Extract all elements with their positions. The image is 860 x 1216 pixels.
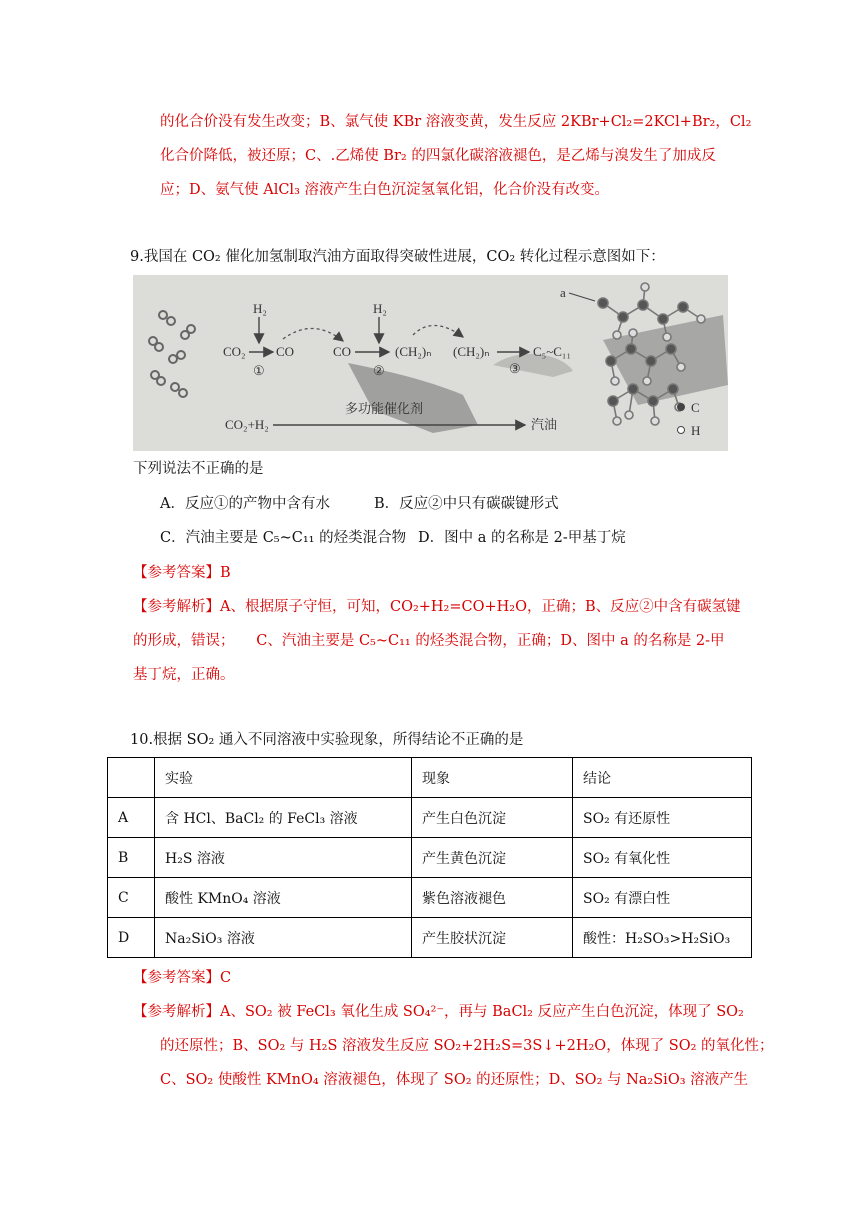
table-cell: 产生白色沉淀 <box>412 798 573 838</box>
gasoline-label: 汽油 <box>531 417 558 432</box>
table-cell: 酸性 KMnO₄ 溶液 <box>155 878 412 918</box>
q10-table <box>107 757 752 958</box>
step-2-label: ② <box>373 363 385 378</box>
table-cell: SO₂ 有漂白性 <box>573 878 752 918</box>
table-cell: SO₂ 有氧化性 <box>573 838 752 878</box>
catalyst-label: 多功能催化剂 <box>345 401 424 416</box>
q9-analysis-line-3: 基丁烷，正确。 <box>133 667 235 683</box>
table-cell: D <box>108 918 155 958</box>
q9-option-c: C．汽油主要是 C₅~C₁₁ 的烃类混合物 <box>160 530 407 546</box>
legend-h-label: H <box>691 423 701 438</box>
intro-analysis-line-2: 化合价降低，被还原；C、.乙烯使 Br₂ 的四氯化碳溶液褪色，是乙烯与溴发生了加成反 <box>160 148 716 164</box>
table-header-cell <box>108 758 155 798</box>
q10-analysis-line-1: 【参考解析】A、SO₂ 被 FeCl₃ 氧化生成 SO₄²⁻，再与 BaCl₂ 反应产生白色沉淀，体现了 SO₂ <box>133 1004 744 1020</box>
table-cell: 产生胶状沉淀 <box>412 918 573 958</box>
table-cell: 产生黄色沉淀 <box>412 838 573 878</box>
table-row <box>108 878 752 918</box>
h2-label-1: H₂ <box>253 301 267 316</box>
step-3-label: ③ <box>509 361 521 376</box>
legend-c-dot <box>677 403 685 411</box>
q9-question: 下列说法不正确的是 <box>133 461 264 477</box>
q9-analysis-line-1: 【参考解析】A、根据原子守恒，可知，CO₂+H₂=CO+H₂O，正确；B、反应②中含有碳氢键 <box>133 599 741 615</box>
intro-analysis-line-3: 应；D、氨气使 AlCl₃ 溶液产生白色沉淀氢氧化铝，化合价没有改变。 <box>160 182 609 198</box>
ch2n-label-2: (CH₂)ₙ <box>453 344 490 359</box>
co-label-2: CO <box>333 344 352 359</box>
table-cell: Na₂SiO₃ 溶液 <box>155 918 412 958</box>
table-row <box>108 798 752 838</box>
table-cell: A <box>108 798 155 838</box>
table-cell: C <box>108 878 155 918</box>
table-cell: 紫色溶液褪色 <box>412 878 573 918</box>
q9-option-a: A．反应①的产物中含有水 <box>160 496 330 512</box>
q10-stem: 10.根据 SO₂ 通入不同溶液中实验现象，所得结论不正确的是 <box>130 732 524 748</box>
co2-conversion-figure <box>133 275 728 451</box>
table-header-cell: 结论 <box>573 758 752 798</box>
table-header-cell: 现象 <box>412 758 573 798</box>
q10-analysis-line-2: 的还原性；B、SO₂ 与 H₂S 溶液发生反应 SO₂+2H₂S=3S↓+2H₂O，体现了 SO₂ 的氧化性； <box>160 1038 774 1054</box>
ch2n-label-1: (CH₂)ₙ <box>395 344 432 359</box>
co2-h2-label: CO₂+H₂ <box>225 417 269 432</box>
table-cell: B <box>108 838 155 878</box>
legend-h-dot <box>678 427 685 434</box>
table-cell: 酸性：H₂SO₃>H₂SiO₃ <box>573 918 752 958</box>
q9-option-b: B．反应②中只有碳碳键形式 <box>374 496 559 512</box>
step-1-label: ① <box>253 363 265 378</box>
q9-stem: 9.我国在 CO₂ 催化加氢制取汽油方面取得突破性进展，CO₂ 转化过程示意图如下： <box>130 249 665 265</box>
q9-answer: 【参考答案】B <box>133 565 231 581</box>
molecule-a-label: a <box>560 285 566 300</box>
table-header-row <box>108 758 752 798</box>
table-cell: H₂S 溶液 <box>155 838 412 878</box>
intro-analysis-line-1: 的化合价没有发生改变；B、氯气使 KBr 溶液变黄，发生反应 2KBr+Cl₂=2KCl+Br₂，Cl₂ <box>160 114 752 130</box>
legend-c-label: C <box>691 400 700 415</box>
q10-analysis-line-3: C、SO₂ 使酸性 KMnO₄ 溶液褪色，体现了 SO₂ 的还原性；D、SO₂ 与 Na₂SiO₃ 溶液产生 <box>160 1072 749 1088</box>
table-row <box>108 838 752 878</box>
table-cell: 含 HCl、BaCl₂ 的 FeCl₃ 溶液 <box>155 798 412 838</box>
table-row <box>108 918 752 958</box>
q9-option-d: D．图中 a 的名称是 2-甲基丁烷 <box>418 530 626 546</box>
c5-c11-label: C₅~C₁₁ <box>533 344 571 359</box>
q9-analysis-line-2: 的形成，错误； C、汽油主要是 C₅~C₁₁ 的烃类混合物，正确；D、图中 a 的名称是 2-甲 <box>133 633 725 649</box>
h2-label-2: H₂ <box>373 301 387 316</box>
co-label-1: CO <box>276 344 295 359</box>
table-cell: SO₂ 有还原性 <box>573 798 752 838</box>
q10-answer: 【参考答案】C <box>133 970 232 986</box>
table-header-cell: 实验 <box>155 758 412 798</box>
co2-label: CO₂ <box>223 344 246 359</box>
